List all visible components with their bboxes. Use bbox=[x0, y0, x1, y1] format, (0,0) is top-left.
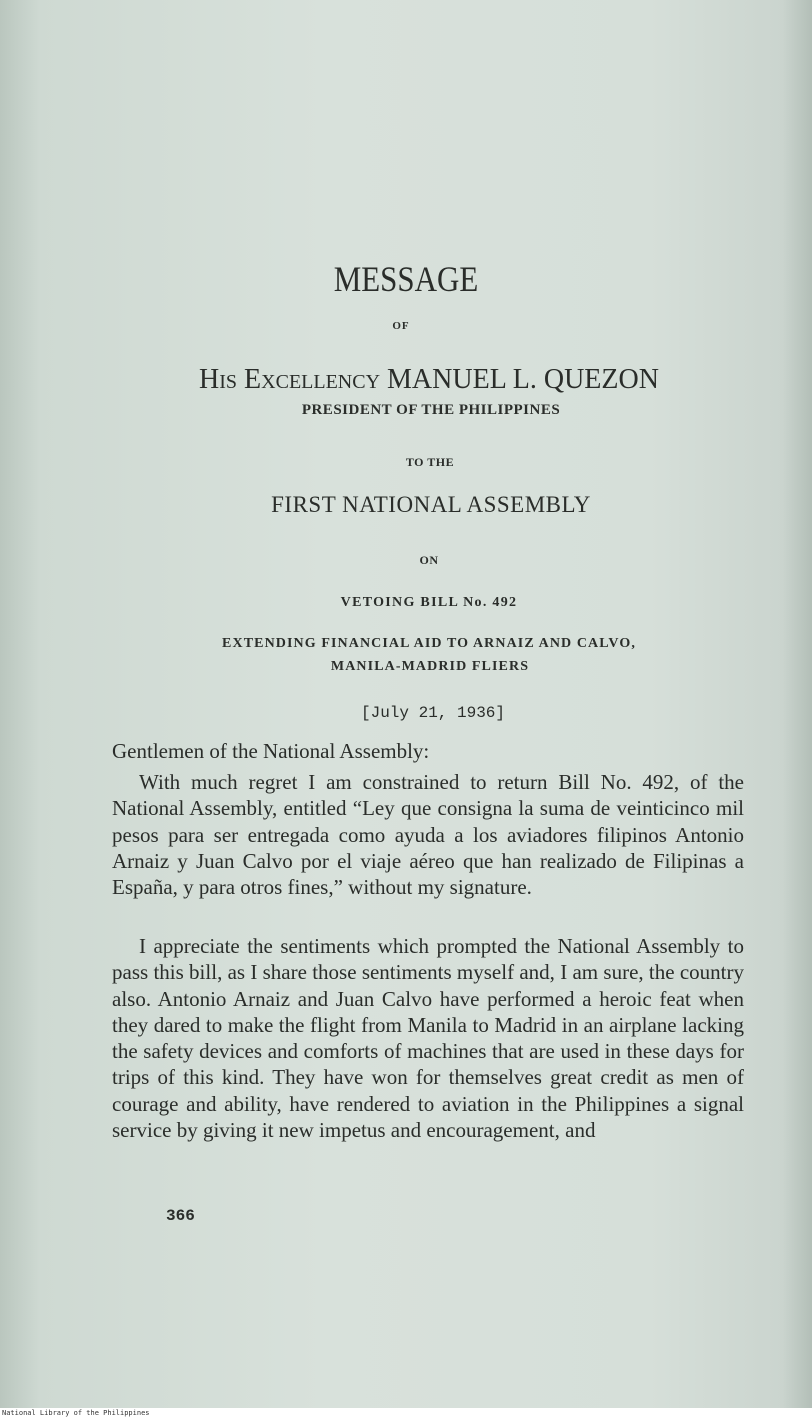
salutation: Gentlemen of the National Assembly: bbox=[112, 739, 430, 763]
author-name: MANUEL L. QUEZON bbox=[387, 364, 659, 395]
author-line bbox=[23, 364, 812, 396]
subject-line-2: MANILA-MADRID FLIERS bbox=[330, 659, 530, 674]
author-position: PRESIDENT OF THE PHILIPPINES bbox=[301, 402, 561, 418]
to-the-label: TO THE bbox=[405, 455, 455, 469]
honorific: His Excellency bbox=[199, 364, 381, 395]
of-label: OF bbox=[392, 320, 410, 332]
on-label: ON bbox=[419, 553, 439, 567]
page-number: 366 bbox=[166, 1207, 195, 1225]
bill-heading: VETOING BILL No. 492 bbox=[340, 595, 518, 610]
paragraph-2: I appreciate the sentiments which prompted the National Assembly to pass this bill, as I share those sentiments myself and, I am sure, the country also. Antonio Arnaiz and Juan Calvo have performed a heroic feat when they dared to make the flight from Manila to Madrid in an airplane lacking the safety devices and comforts of machines that are used in these days for trips of this kind. They have won for themselves great credit as men of courage and ability, have rendered to aviation in the Philippines a signal service by giving it new impetus and encouragement, and bbox=[112, 934, 744, 1143]
subject-line-1: EXTENDING FINANCIAL AID TO ARNAIZ AND CALVO, bbox=[222, 636, 636, 651]
document-date: [July 21, 1936] bbox=[360, 704, 506, 722]
document-title: MESSAGE bbox=[333, 259, 479, 299]
recipient-heading: FIRST NATIONAL ASSEMBLY bbox=[271, 492, 591, 517]
paragraph-1: With much regret I am constrained to return Bill No. 492, of the National Assembly, entitled “Ley que consigna la suma de veinticinco mil pesos para ser entregada como ayuda a los aviadores filipinos Antonio Arnaiz y Juan Calvo por el viaje aéreo que han realizado de Filipinas a España, y para otros fines,” without my signature. bbox=[112, 770, 744, 900]
library-credit: National Library of the Philippines bbox=[2, 1409, 150, 1417]
